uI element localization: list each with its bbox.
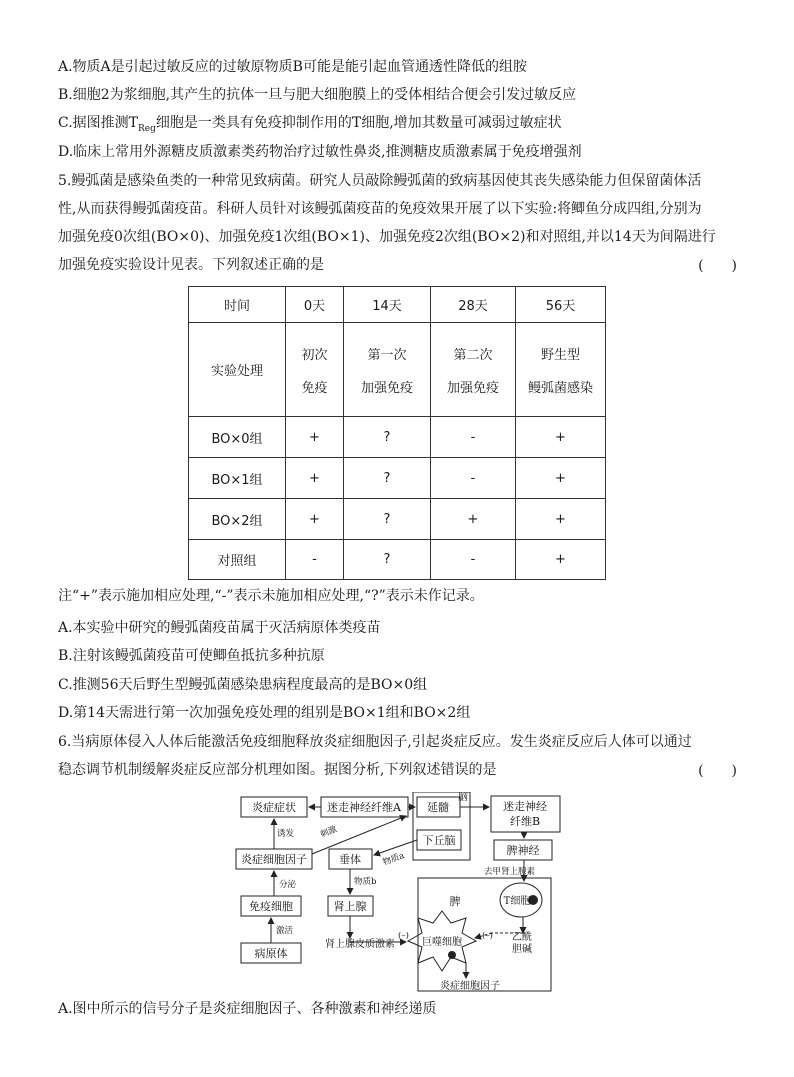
q5-option-c: C.推测56天后野生型鳗弧菌感染患病程度最高的是BO×0组 — [58, 677, 428, 693]
label-immune-cell: 免疫细胞 — [249, 900, 293, 913]
q6-option-a: A.图中所示的信号分子是炎症细胞因子、各种激素和神经递质 — [58, 1001, 437, 1017]
table-treatment-row — [189, 323, 606, 417]
label-activate: 激活 — [276, 926, 294, 936]
q5-table-note: 注“+”表示施加相应处理,“-”表示未施加相应处理,“?”表示未作记录。 — [58, 588, 484, 604]
label-vagus-b-2: 纤维B — [509, 815, 541, 828]
header-cell: 56天 — [516, 287, 606, 323]
option-a-prev: A.物质A是引起过敏反应的过敏原物质B可能是能引起血管通透性降低的组胺 — [58, 59, 527, 75]
q6-regulation-diagram — [232, 792, 562, 996]
label-hypothalamus: 下丘脑 — [422, 834, 456, 847]
treatment-cell: 第一次 加强免疫 — [344, 323, 431, 417]
q6-stem-line-1: 6.当病原体侵入人体后能激活免疫细胞释放炎症细胞因子,引起炎症反应。发生炎症反应后人体可以通过 — [58, 734, 692, 750]
q5-experiment-table — [188, 286, 606, 580]
label-inhibit-1: (–) — [398, 931, 409, 941]
q5-stem-line-4: 加强免疫实验设计见表。下列叙述正确的是 — [58, 257, 324, 273]
treatment-label: 实验处理 — [189, 323, 286, 417]
label-secrete: 分泌 — [279, 880, 297, 890]
label-norepinephrine: 去甲肾上腺素 — [484, 867, 536, 877]
header-cell: 28天 — [431, 287, 516, 323]
q5-answer-paren: ( ) — [698, 258, 737, 274]
label-substance-a: 物质a — [381, 851, 406, 868]
label-stimulate: 刺激 — [319, 824, 339, 841]
label-acetylcholine-1: 乙酰 — [512, 932, 532, 943]
label-medulla: 延髓 — [427, 801, 449, 814]
label-cytokine-1: 炎症细胞因子 — [241, 853, 307, 866]
label-acetylcholine-2: 胆碱 — [512, 944, 532, 955]
label-brain: 脑 — [458, 792, 468, 803]
label-substance-b: 物质b — [354, 877, 377, 887]
q5-option-a: A.本实验中研究的鳗弧菌疫苗属于灭活病原体类疫苗 — [58, 620, 381, 636]
header-cell: 时间 — [189, 287, 286, 323]
label-inhibit-2: (–) — [482, 931, 493, 941]
option-b-prev: B.细胞2为浆细胞,其产生的抗体一旦与肥大细胞膜上的受体相结合便会引发过敏反应 — [58, 87, 577, 103]
table-header-row — [189, 287, 606, 323]
table-row: 对照组 - ? - + — [189, 540, 606, 580]
label-cytokine-2: 炎症细胞因子 — [440, 981, 500, 992]
label-spleen-nerve: 脾神经 — [506, 844, 540, 857]
label-t-cell: T细胞 — [503, 896, 531, 907]
q5-stem-line-2: 性,从而获得鳗弧菌疫苗。科研人员针对该鳗弧菌疫苗的免疫效果开展了以下实验:将鲫鱼分成四组,分别为 — [58, 201, 702, 217]
option-c-prev: C.据图推测$T_{Reg}$细胞是一类具有免疫抑制作用的T细胞,增加其数量可减弱过敏症状 — [58, 115, 562, 134]
q6-answer-paren: ( ) — [698, 763, 737, 779]
table-row: BO×0组 + ? - + — [189, 417, 606, 458]
header-cell: 0天 — [286, 287, 344, 323]
treatment-cell: 野生型 鳗弧菌感染 — [516, 323, 606, 417]
q5-option-b: B.注射该鳗弧菌疫苗可使鲫鱼抵抗多种抗原 — [58, 648, 325, 664]
treatment-cell: 初次 免疫 — [286, 323, 344, 417]
label-induce: 诱发 — [277, 829, 295, 839]
treatment-cell: 第二次 加强免疫 — [431, 323, 516, 417]
label-vagus-b-1: 迷走神经 — [503, 800, 547, 813]
q6-stem-line-2: 稳态调节机制缓解炎症反应部分机理如图。据图分析,下列叙述错误的是 — [58, 762, 497, 778]
macrophage-nucleus — [448, 951, 456, 959]
label-inflammation-symptom: 炎症症状 — [252, 801, 296, 814]
label-pathogen: 病原体 — [254, 947, 288, 960]
q5-stem-line-1: 5.鳗弧菌是感染鱼类的一种常见致病菌。研究人员敲除鳗弧菌的致病基因使其丧失感染能力但保留菌体活 — [58, 173, 702, 189]
q5-stem-line-3: 加强免疫0次组(BO×0)、加强免疫1次组(BO×1)、加强免疫2次组(BO×2)和对照组,并以14天为间隔进行 — [58, 229, 716, 245]
label-adrenal: 肾上腺 — [333, 900, 367, 913]
table-row: BO×1组 + ? - + — [189, 458, 606, 499]
label-vagus-a: 迷走神经纤维A — [327, 801, 401, 814]
q5-option-d: D.第14天需进行第一次加强免疫处理的组别是BO×1组和BO×2组 — [58, 705, 471, 721]
option-d-prev: D.临床上常用外源糖皮质激素类药物治疗过敏性鼻炎,推测糖皮质激素属于免疫增强剂 — [58, 144, 582, 160]
label-corticosteroid: 肾上腺皮质激素 — [325, 939, 395, 950]
header-cell: 14天 — [344, 287, 431, 323]
label-pituitary: 垂体 — [339, 853, 361, 866]
label-macrophage: 巨噬细胞 — [422, 937, 462, 948]
label-spleen: 脾 — [449, 895, 461, 908]
table-row: BO×2组 + ? + + — [189, 499, 606, 540]
